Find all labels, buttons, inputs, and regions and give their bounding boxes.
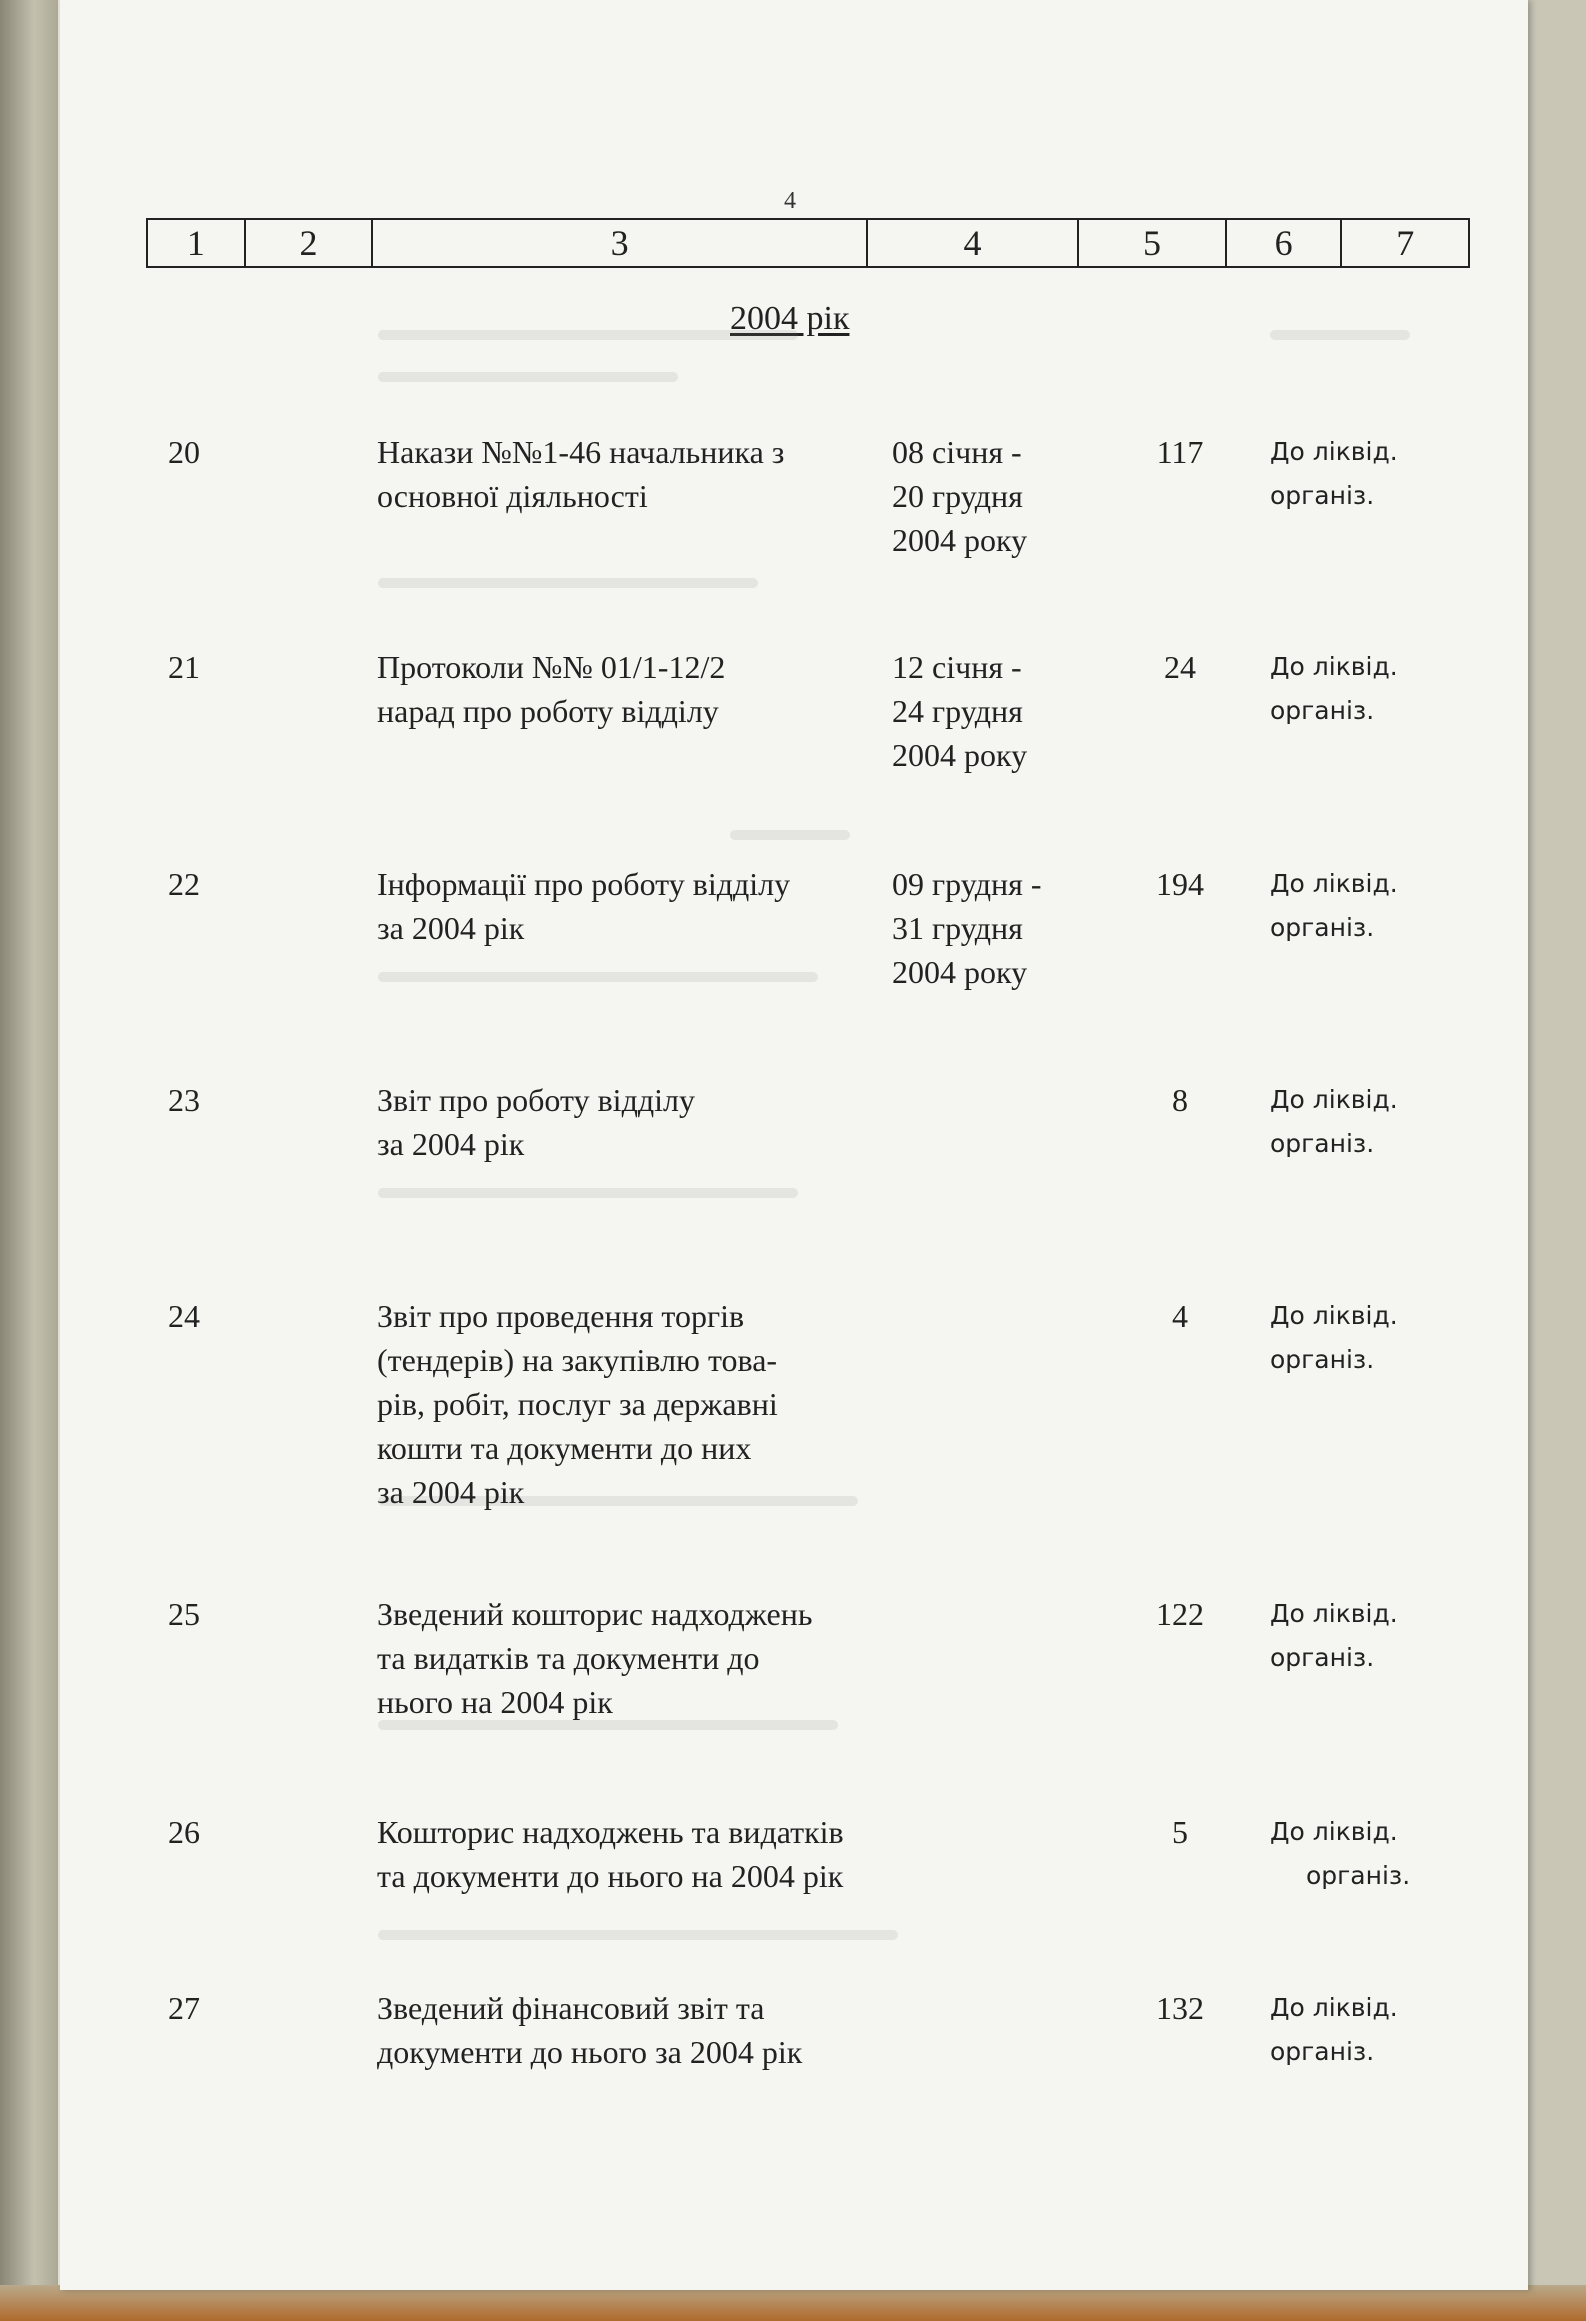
note-line: До ліквід.: [1270, 1301, 1398, 1330]
row-dates: [892, 862, 1092, 994]
note-line: До ліквід.: [1270, 652, 1398, 681]
note-line: організ.: [1270, 1345, 1375, 1374]
bleed-through-mark: [378, 1930, 898, 1940]
date-line: 24 грудня: [892, 693, 1023, 729]
date-line: 2004 року: [892, 954, 1028, 990]
note-line: До ліквід.: [1270, 437, 1398, 466]
header-cell: 2: [246, 220, 374, 266]
row-title: [377, 1592, 877, 1724]
note-line: організ.: [1270, 1129, 1375, 1158]
title-line: документи до нього за 2004 рік: [377, 2034, 803, 2070]
note-line: організ.: [1270, 2037, 1375, 2066]
title-line: та видатків та документи до: [377, 1640, 760, 1676]
row-title: [377, 1986, 877, 2074]
row-note: [1270, 1810, 1440, 1898]
row-number: 21: [168, 649, 200, 685]
title-line: Інформації про роботу відділу: [377, 866, 791, 902]
title-line: за 2004 рік: [377, 1126, 525, 1162]
note-line: До ліквід.: [1270, 1085, 1398, 1114]
title-line: кошти та документи до них: [377, 1430, 752, 1466]
row-count: 194: [1156, 866, 1204, 902]
column-header-table: [146, 218, 1470, 268]
row-count: 117: [1156, 434, 1204, 470]
row-dates: [892, 430, 1092, 562]
bleed-through-mark: [730, 830, 850, 840]
row-number: 24: [168, 1298, 200, 1334]
row-number: 22: [168, 866, 200, 902]
row-title: [377, 430, 877, 518]
title-line: за 2004 рік: [377, 910, 525, 946]
row-number: 23: [168, 1082, 200, 1118]
note-line: організ.: [1306, 1861, 1411, 1890]
row-note: [1270, 1078, 1440, 1166]
row-note: [1270, 645, 1440, 733]
row-count: 24: [1164, 649, 1196, 685]
title-line: за 2004 рік: [377, 1474, 525, 1510]
row-number: 26: [168, 1814, 200, 1850]
book-cover-edge: [0, 2285, 1586, 2321]
date-line: 20 грудня: [892, 478, 1023, 514]
header-cell: 7: [1396, 223, 1415, 263]
title-line: Зведений фінансовий звіт та: [377, 1990, 765, 2026]
title-line: Звіт про проведення торгів: [377, 1298, 745, 1334]
header-cell: 3: [373, 220, 868, 266]
note-line: організ.: [1270, 1643, 1375, 1672]
title-line: Зведений кошторис надходжень: [377, 1596, 813, 1632]
title-line: Протоколи №№ 01/1-12/2: [377, 649, 726, 685]
title-line: (тендерів) на закупівлю това-: [377, 1342, 778, 1378]
title-line: та документи до нього на 2004 рік: [377, 1858, 844, 1894]
row-note: [1270, 1986, 1440, 2074]
title-line: рів, робіт, послуг за державні: [377, 1386, 778, 1422]
row-title: [377, 862, 877, 950]
note-line: організ.: [1270, 696, 1375, 725]
bleed-through-mark: [378, 372, 678, 382]
row-number: 25: [168, 1596, 200, 1632]
header-cell: 4: [868, 220, 1079, 266]
row-number: 20: [168, 434, 200, 470]
row-count: 5: [1172, 1814, 1188, 1850]
bleed-through-mark: [378, 330, 798, 340]
year-heading: 2004 рік: [730, 300, 850, 337]
title-line: Кошторис надходжень та видатків: [377, 1814, 844, 1850]
row-note: [1270, 1592, 1440, 1680]
row-count: 8: [1172, 1082, 1188, 1118]
note-line: організ.: [1270, 913, 1375, 942]
note-line: До ліквід.: [1270, 1817, 1398, 1846]
note-line: До ліквід.: [1270, 1599, 1398, 1628]
row-title: [377, 645, 877, 733]
row-count: 132: [1156, 1990, 1204, 2026]
row-note: [1270, 1294, 1440, 1382]
note-line: До ліквід.: [1270, 869, 1398, 898]
bleed-through-mark: [378, 972, 818, 982]
note-line: організ.: [1270, 481, 1375, 510]
title-line: Звіт про роботу відділу: [377, 1082, 695, 1118]
row-number: 27: [168, 1990, 200, 2026]
date-line: 31 грудня: [892, 910, 1023, 946]
row-note: [1270, 862, 1440, 950]
date-line: 12 січня -: [892, 649, 1022, 685]
book-spine: [0, 0, 62, 2321]
title-line: нього на 2004 рік: [377, 1684, 613, 1720]
note-line: До ліквід.: [1270, 1993, 1398, 2022]
bleed-through-mark: [1270, 330, 1410, 340]
header-cell: 6: [1227, 220, 1343, 266]
row-note: [1270, 430, 1440, 518]
date-line: 08 січня -: [892, 434, 1022, 470]
header-cell: 1: [148, 220, 246, 266]
date-line: 09 грудня -: [892, 866, 1042, 902]
row-title: [377, 1810, 877, 1898]
date-line: 2004 року: [892, 737, 1028, 773]
header-cell: 5: [1079, 220, 1227, 266]
row-count: 122: [1156, 1596, 1204, 1632]
bleed-through-mark: [378, 1188, 798, 1198]
page-number: 4: [784, 188, 796, 214]
row-count: 4: [1172, 1298, 1188, 1334]
bleed-through-mark: [378, 578, 758, 588]
row-title: [377, 1294, 877, 1514]
row-dates: [892, 645, 1092, 777]
row-title: [377, 1078, 877, 1166]
title-line: нарад про роботу відділу: [377, 693, 719, 729]
title-line: основної діяльності: [377, 478, 648, 514]
title-line: Накази №№1-46 начальника з: [377, 434, 785, 470]
date-line: 2004 року: [892, 522, 1028, 558]
